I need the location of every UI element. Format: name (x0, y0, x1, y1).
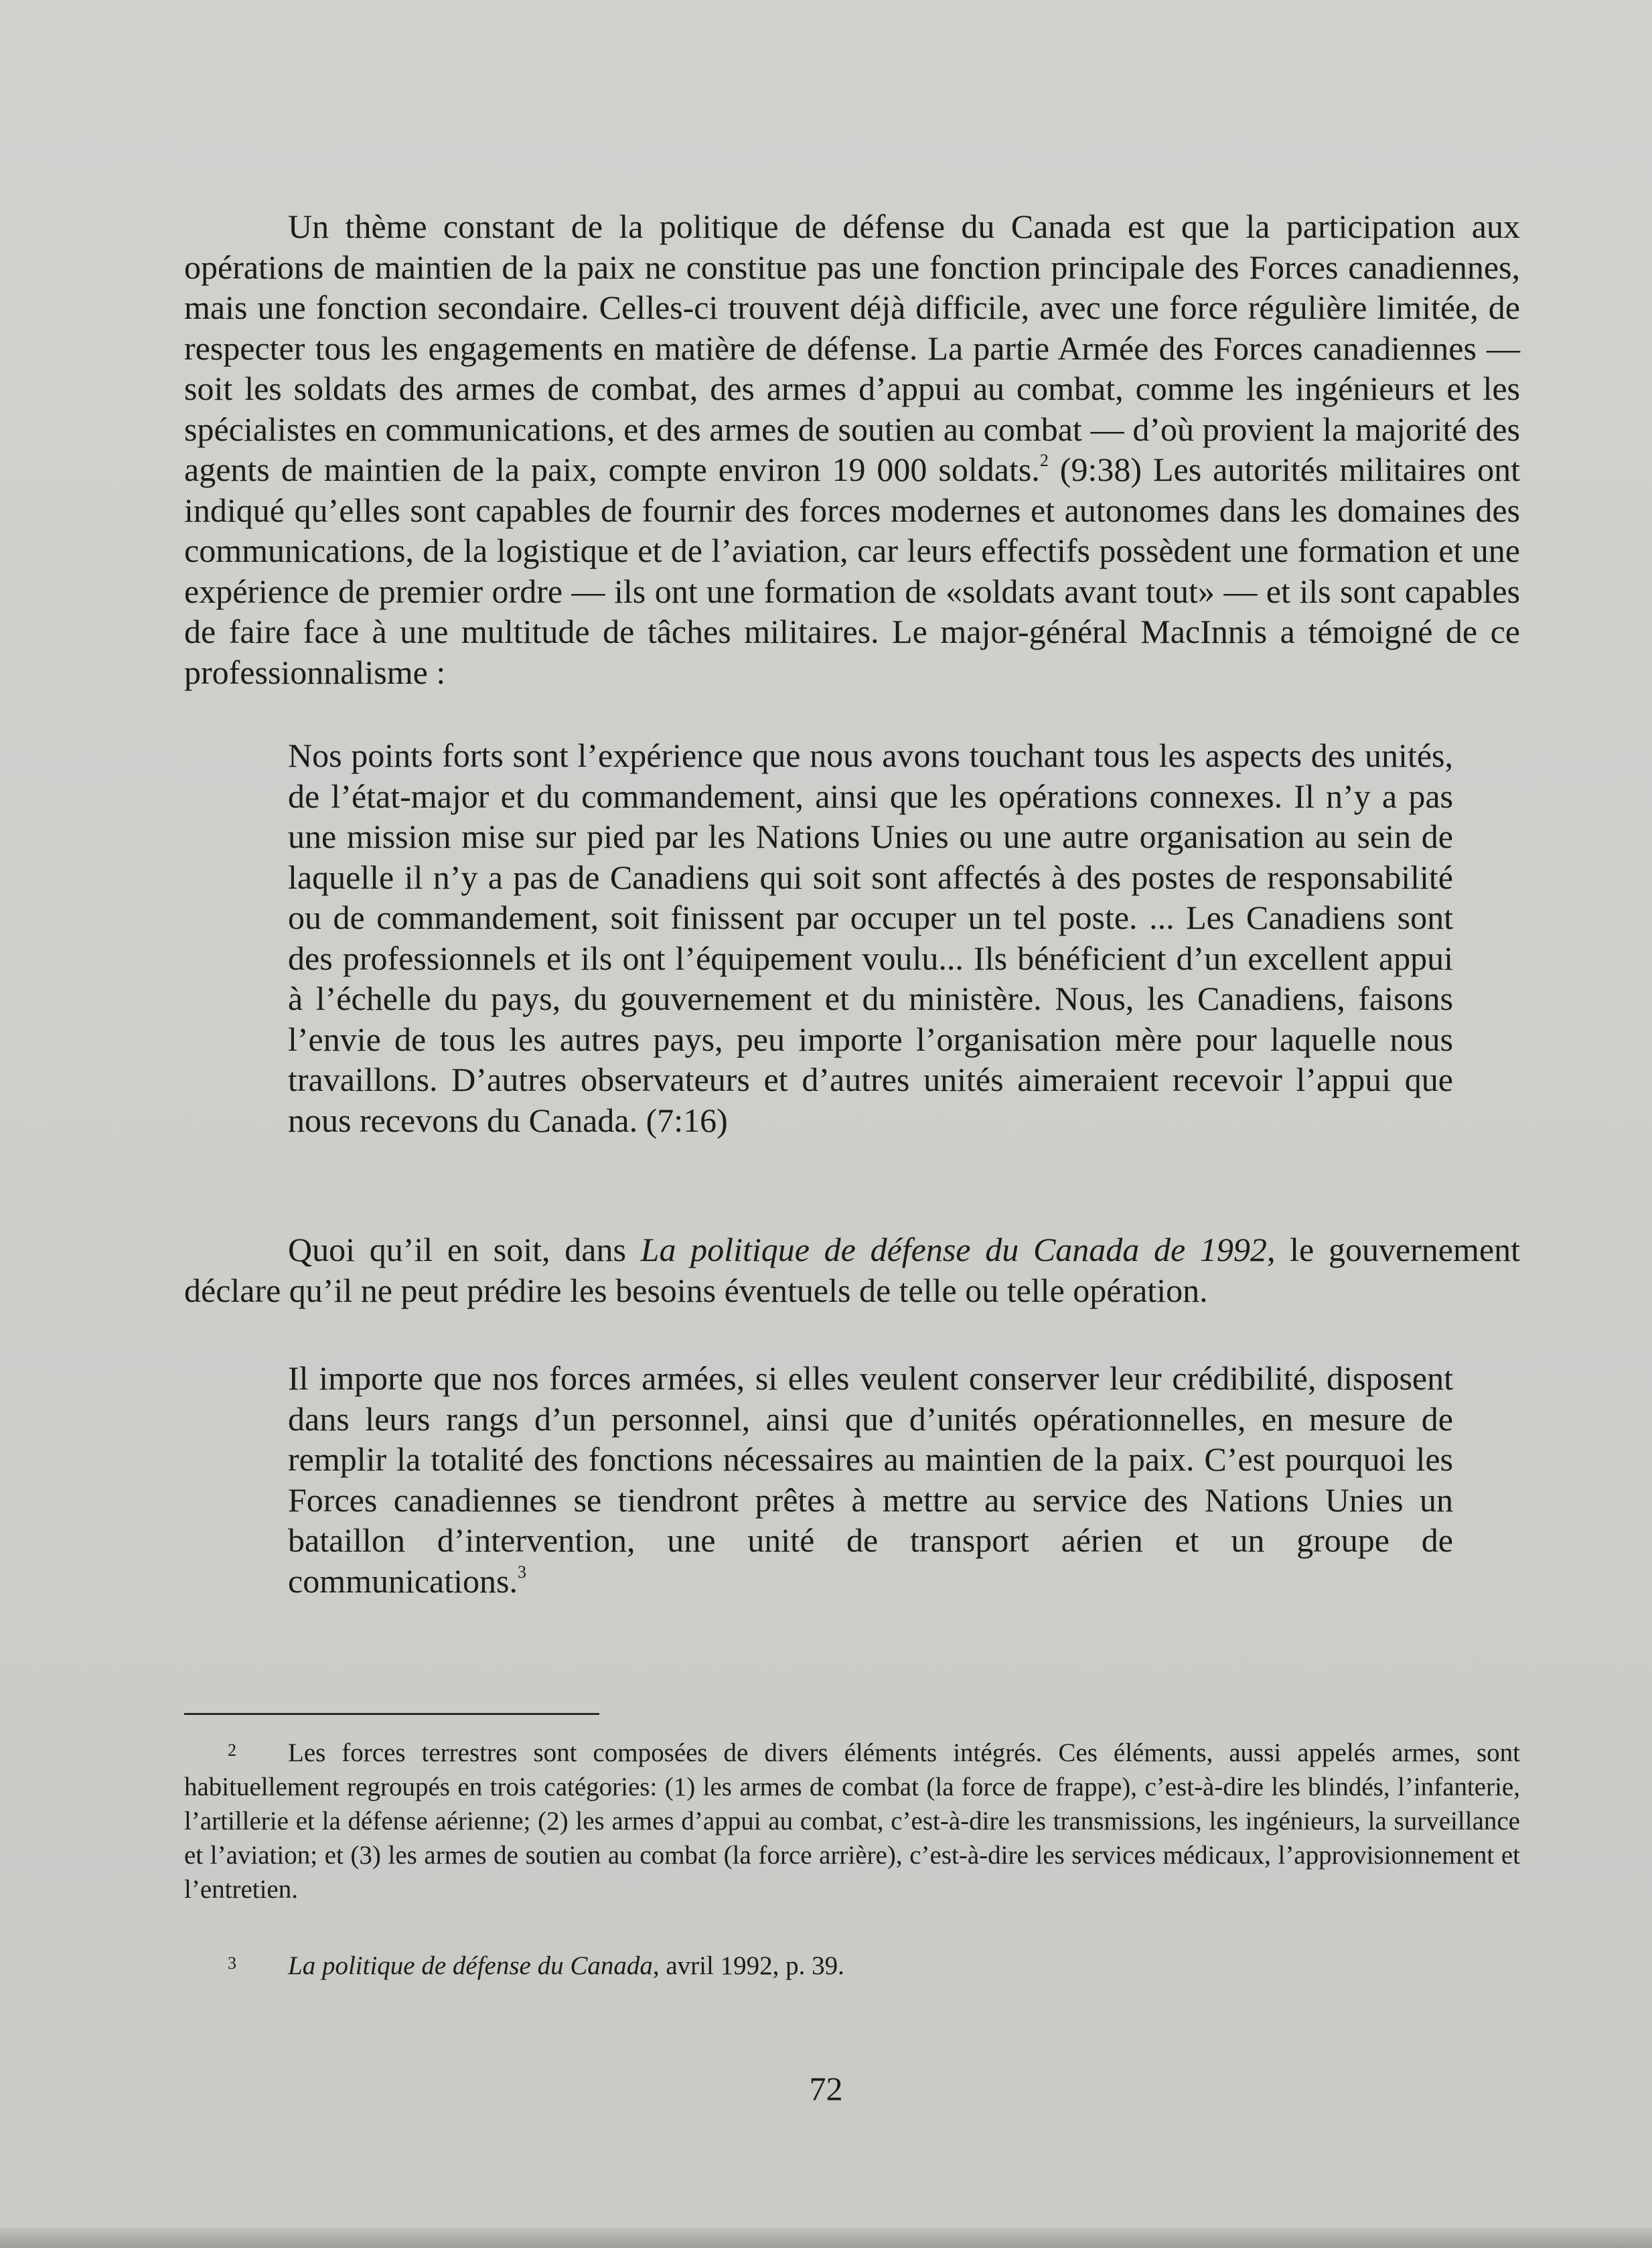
body-paragraph-2 (184, 1229, 1520, 1310)
page-bottom-edge (0, 2228, 1652, 2248)
footnote-divider (184, 1713, 599, 1715)
paragraph-1 (184, 206, 1520, 692)
footnote-3-title: La politique de défense du Canada (288, 1951, 653, 1980)
body-paragraph-1 (184, 206, 1520, 692)
footnote-2-mark: 2 (228, 1740, 236, 1760)
footnote-2 (184, 1736, 1520, 1906)
footnote-3-text (184, 1949, 1520, 1983)
footnote-3 (184, 1949, 1520, 1983)
paragraph-2 (184, 1229, 1520, 1310)
block-quote-2-text: Il importe que nos forces armées, si elles veulent conserver leur crédibilité, disposent dans leurs rangs d’un personnel, ainsi que d’unités opérationnelles, en mesure de remplir la totalité des fonctions nécessaires au maintien de la paix. C’est pourquoi les Forces canadiennes se tiendront prêtes à mettre au service des Nations Unies un bataillon d’intervention, une unité de transport aérien et un groupe de communications. (288, 1359, 1453, 1600)
paragraph-1-text: Un thème constant de la politique de défense du Canada est que la participation aux opérations de maintien de la paix ne constitue pas une fonction principale des Forces canadiennes, mais une fonction secondaire. Celles-ci trouvent déjà difficile, avec une force régulière limitée, de respecter tous les engagements en matière de défense. La partie Armée des Forces canadiennes — soit les soldats des armes de combat, des armes d’appui au combat, comme les ingénieurs et les spécialistes en communications, et des armes de soutien au combat — d’où provient la majorité des agents de maintien de la paix, compte environ 19 000 soldats. (184, 208, 1520, 488)
page-number: 72 (809, 2070, 843, 2107)
block-quote-2 (288, 1358, 1453, 1601)
footnote-3-mark: 3 (228, 1953, 236, 1973)
paragraph-2-text-after: , le gouvernement déclare qu’il ne peut prédire les besoins éventuels de telle ou telle opération. (184, 1231, 1520, 1309)
footnote-3-citation: , avril 1992, p. 39. (652, 1951, 844, 1980)
footnote-ref-3[interactable]: 3 (518, 1562, 526, 1582)
block-quote-1: Nos points forts sont l’expérience que nous avons touchant tous les aspects des unités, de l’état-major et du commandement, ainsi que les opérations connexes. Il n’y a pas une mission mise sur pied par les Nations Unies ou une autre organisation au sein de laquelle il n’y a pas de Canadiens qui soit sont affectés à des postes de responsabilité ou de commandement, soit finissent par occuper un tel poste. ... Les Canadiens sont des professionnels et ils ont l’équipement voulu... Ils bénéficient d’un excellent appui à l’échelle du pays, du gouvernement et du ministère. Nous, les Canadiens, faisons l’envie de tous les autres pays, peu importe l’organisation mère pour laquelle nous travaillons. D’autres observateurs et d’autres unités aimeraient recevoir l’appui que nous recevons du Canada. (7:16) (288, 737, 1453, 1139)
paragraph-1-text-after: (9:38) Les autorités militaires ont indiqué qu’elles sont capables de fournir des forces modernes et autonomes dans les domaines des communications, de la logistique et de l’aviation, car leurs effectifs possèdent une formation et une expérience de premier ordre — ils ont une formation de «soldats avant tout» — et ils sont capables de faire face à une multitude de tâches militaires. Le major-général MacInnis a témoigné de ce professionnalisme : (184, 451, 1520, 691)
policy-title: La politique de défense du Canada de 1992 (640, 1231, 1267, 1268)
footnote-2-text: Les forces terrestres sont composées de divers éléments intégrés. Ces éléments, aussi appelés armes, sont habituellement regroupés en trois catégories: (1) les armes de combat (la force de frappe), c’est-à-dire les blindés, l’infanterie, l’artillerie et la défense aérienne; (2) les armes d’appui au combat, c’est-à-dire les transmissions, les ingénieurs, la surveillance et l’aviation; et (3) les armes de soutien au combat (la force arrière), c’est-à-dire les services médicaux, l’approvisionnement et l’entretien. (184, 1738, 1520, 1904)
paragraph-2-text: Quoi qu’il en soit, dans (288, 1231, 641, 1268)
footnote-ref-2[interactable]: 2 (1039, 451, 1049, 470)
